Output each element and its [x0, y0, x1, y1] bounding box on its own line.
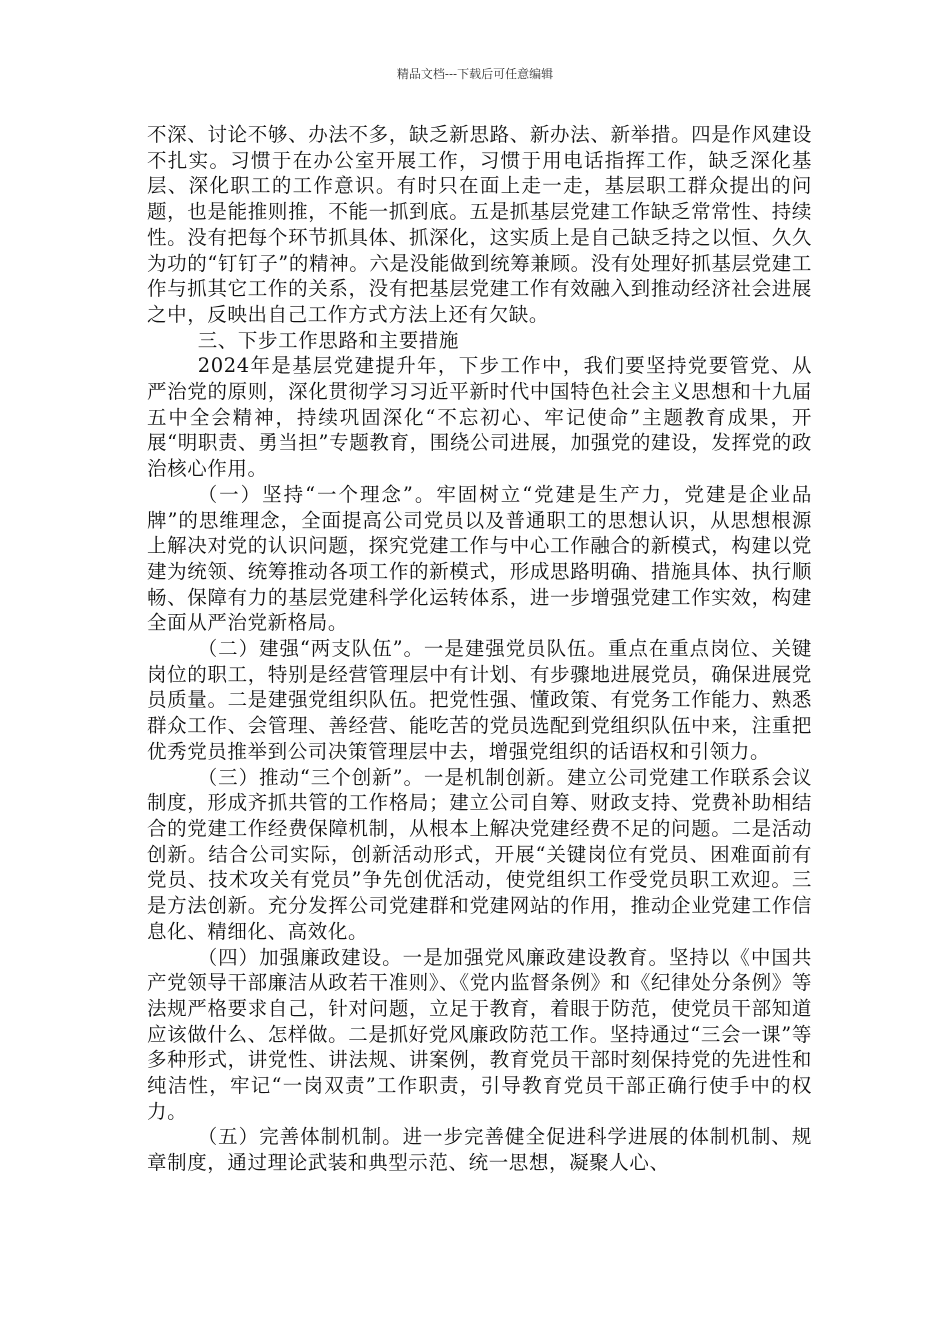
paragraph-item-5: （五）完善体制机制。进一步完善健全促进科学进展的体制机制、规章制度，通过理论武装和典型示范、统一思想，凝聚人心、 [147, 1125, 812, 1175]
document-body [147, 122, 812, 1176]
paragraph-item-3: （三）推动“三个创新”。一是机制创新。建立公司党建工作联系会议制度，形成齐抓共管的工作格局；建立公司自筹、财政支持、党费补助相结合的党建工作经费保障机制，从根本上解决党建经费不足的问题。二是活动创新。结合公司实际，创新活动形式，开展“关键岗位有党员、困难面前有党员、技术攻关有党员”争先创优活动，使党组织工作受党员职工欢迎。三是方法创新。充分发挥公司党建群和党建网站的作用，推动企业党建工作信息化、精细化、高效化。 [147, 765, 812, 943]
paragraph-item-4: （四）加强廉政建设。一是加强党风廉政建设教育。坚持以《中国共产党领导干部廉洁从政若干准则》、《党内监督条例》和《纪律处分条例》等法规严格要求自己，针对问题，立足于教育，着眼于防范，使党员干部知道应该做什么、怎样做。二是抓好党风廉政防范工作。坚持通过“三会一课”等多种形式，讲党性、讲法规、讲案例，教育党员干部时刻保持党的先进性和纯洁性，牢记“一岗双责”工作职责，引导教育党员干部正确行使手中的权力。 [147, 945, 812, 1123]
section-heading: 三、下步工作思路和主要措施 [197, 328, 459, 352]
page-header: 精品文档---下载后可任意编辑 [396, 67, 554, 81]
paragraph-item-1: （一）坚持“一个理念”。牢固树立“党建是生产力，党建是企业品牌”的思维理念，全面提高公司党员以及普通职工的思想认识，从思想根源上解决对党的认识问题，探究党建工作与中心工作融合的新模式，构建以党建为统领、统筹推动各项工作的新模式，形成思路明确、措施具体、执行顺畅、保障有力的基层党建科学化运转体系，进一步增强党建工作实效，构建全面从严治党新格局。 [147, 482, 812, 635]
paragraph-intro: 2024年是基层党建提升年，下步工作中，我们要坚持党要管党、从严治党的原则，深化贯彻学习习近平新时代中国特色社会主义思想和十九届五中全会精神，持续巩固深化“不忘初心、牢记使命”主题教育成果，开展“明职责、勇当担”专题教育，围绕公司进展，加强党的建设，发挥党的政治核心作用。 [147, 354, 812, 481]
paragraph-item-2: （二）建强“两支队伍”。一是建强党员队伍。重点在重点岗位、关键岗位的职工，特别是经营管理层中有计划、有步骤地进展党员，确保进展党员质量。二是建强党组织队伍。把党性强、懂政策、有党务工作能力、熟悉群众工作、会管理、善经营、能吃苦的党员选配到党组织队伍中来，注重把优秀党员推举到公司决策管理层中去，增强党组织的话语权和引领力。 [147, 637, 812, 763]
paragraph-continuation: 不深、讨论不够、办法不多，缺乏新思路、新办法、新举措。四是作风建设不扎实。习惯于在办公室开展工作，习惯于用电话指挥工作，缺乏深化基层、深化职工的工作意识。有时只在面上走一走，基层职工群众提出的问题，也是能推则推，不能一抓到底。五是抓基层党建工作缺乏常常性、持续性。没有把每个环节抓具体、抓深化，这实质上是自己缺乏持之以恒、久久为功的“钉钉子”的精神。六是没能做到统筹兼顾。没有处理好抓基层党建工作与抓其它工作的关系，没有把基层党建工作有效融入到推动经济社会进展之中，反映出自己工作方式方法上还有欠缺。 [147, 123, 812, 326]
